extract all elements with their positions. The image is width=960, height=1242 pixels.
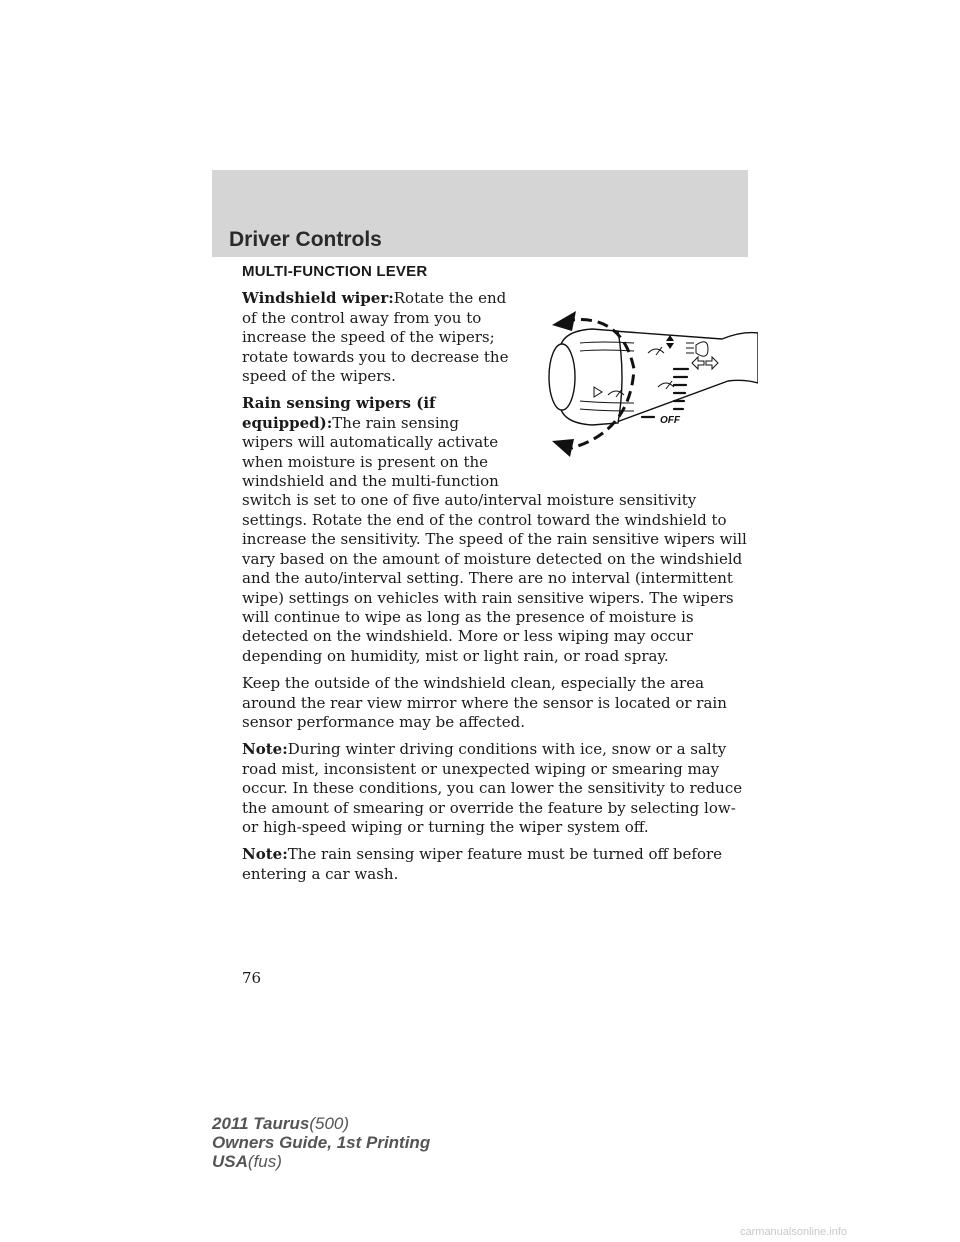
multi-function-lever-illustration	[522, 291, 758, 467]
windshield-wiper-label: Windshield wiper:	[242, 289, 394, 308]
section-heading: MULTI-FUNCTION LEVER	[242, 263, 428, 280]
winter-note-paragraph	[242, 740, 752, 837]
rotation-arrow-up-icon	[552, 311, 576, 331]
footer-model-line	[212, 1114, 430, 1133]
off-label: OFF	[660, 415, 680, 427]
watermark: carmanualsonline.info	[740, 1226, 848, 1238]
print-footer	[212, 1114, 430, 1171]
car-wash-note-label: Note:	[242, 845, 288, 864]
footer-model-code: (500)	[309, 1114, 350, 1133]
rain-sensing-text: The rain sensing wipers will automatically activate when moisture is present on the windshield and the multi-function switch is set to one of five auto/interval moisture sensitivity settings. Rotate the end of the control toward the windshield to increase the sensitivity. The speed of the rain sensitive wipers will vary based on the amount of moisture detected on the windshield and the auto/interval setting. There are no interval (intermittent wipe) settings on vehicles with rain sensitive wipers. The wipers will continue to wipe as long as the presence of moisture is detected on the windshield. More or less wiping may occur depending on humidity, mist or light rain, or road spray.	[242, 413, 747, 665]
rain-sensing-label: Rain sensing wipers (if equipped):	[242, 394, 436, 432]
car-wash-note-paragraph	[242, 845, 752, 884]
footer-guide: Owners Guide, 1st Printing	[212, 1133, 431, 1152]
car-wash-note-text: The rain sensing wiper feature must be turned off before entering a car wash.	[242, 845, 723, 883]
footer-guide-line	[212, 1133, 430, 1152]
footer-region-code: (fus)	[247, 1152, 282, 1171]
footer-region-line	[212, 1152, 430, 1171]
rotation-arrow-down-icon	[552, 439, 574, 457]
page-content	[242, 262, 752, 892]
lever-knob-face	[549, 344, 575, 410]
footer-model: 2011 Taurus	[212, 1114, 310, 1133]
winter-note-label: Note:	[242, 740, 288, 759]
winter-note-text: During winter driving conditions with ice, snow or a salty road mist, inconsistent or unexpected wiping or smearing may occur. In these conditions, you can lower the sensitivity to reduce the amount of smearing or override the feature by selecting low- or high-speed wiping or turning the wiper system off.	[242, 740, 743, 836]
section-header-band	[212, 170, 748, 257]
page-number: 76	[242, 969, 262, 987]
windshield-clean-paragraph: Keep the outside of the windshield clean, especially the area around the rear view mirror where the sensor is located or rain sensor performance may be affected.	[242, 674, 727, 731]
windshield-wiper-text: Rotate the end of the control away from you to increase the speed of the wipers; rotate towards you to decrease the speed of the wipers.	[242, 289, 509, 386]
section-title: Driver Controls	[229, 228, 382, 251]
footer-region: USA	[212, 1152, 248, 1171]
